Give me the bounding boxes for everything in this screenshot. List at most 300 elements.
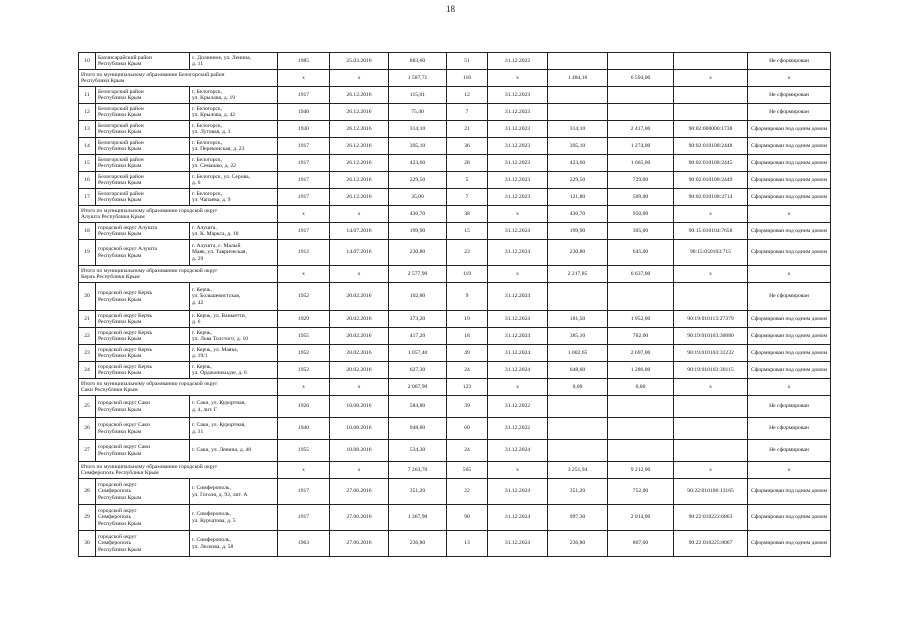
year-cell: 1955	[278, 440, 330, 462]
recognition-date-cell: 26.12.2016	[330, 87, 389, 104]
residents-cell: 7	[447, 104, 488, 121]
cadastral-number-cell: x	[674, 462, 748, 479]
resettlement-term-cell: 31.12.2022	[488, 396, 548, 418]
address-cell: г. Алушта, ул. К. Маркса, д. 18	[190, 223, 278, 240]
year-cell: 1917	[278, 223, 330, 240]
resettlement-term-cell: 31.12.2022	[488, 418, 548, 440]
residents-cell: 15	[447, 223, 488, 240]
area-cell: 584,80	[389, 396, 447, 418]
subtotal-row	[79, 462, 831, 479]
subtotal-row	[79, 206, 831, 223]
row-number: 13	[79, 121, 96, 138]
year-cell: 1985	[278, 53, 330, 70]
cadastral-number-cell: 90:19:010103:30115	[674, 362, 748, 379]
resettlement-term-cell: 31.12.2023	[488, 172, 548, 189]
cost-cell: 752,00	[608, 479, 674, 505]
year-cell: 1917	[278, 189, 330, 206]
cost-cell: 729,00	[608, 172, 674, 189]
land-area-cell	[548, 396, 608, 418]
land-area-cell: 1 002,65	[548, 345, 608, 362]
resettlement-term-cell: x	[488, 379, 548, 396]
row-number: 17	[79, 189, 96, 206]
land-status-cell: x	[748, 70, 831, 87]
area-cell: 1 057,40	[389, 345, 447, 362]
row-number: 16	[79, 172, 96, 189]
municipality-cell: Белогорский район Республики Крым	[96, 172, 190, 189]
row-number: 28	[79, 479, 96, 505]
table-row	[79, 53, 831, 70]
municipality-cell: Белогорский район Республики Крым	[96, 121, 190, 138]
recognition-date-cell: x	[330, 462, 389, 479]
year-cell: 1917	[278, 138, 330, 155]
residents-cell: 123	[447, 379, 488, 396]
recognition-date-cell: 27.06.2016	[330, 505, 389, 531]
land-area-cell: 423,60	[548, 155, 608, 172]
cadastral-number-cell: 90:19:010113:27379	[674, 311, 748, 328]
municipality-cell: городской округ Саки Республики Крым	[96, 440, 190, 462]
row-number: 25	[79, 396, 96, 418]
area-cell: 883,60	[389, 53, 447, 70]
municipality-cell: городской округ Алушта Республики Крым	[96, 223, 190, 240]
land-area-cell	[548, 418, 608, 440]
address-cell: г. Керчь, ул. Ваныетти, д. 6	[190, 311, 278, 328]
table-row	[79, 172, 831, 189]
land-status-cell: Не сформирован	[748, 53, 831, 70]
resettlement-term-cell: 31.12.2024	[488, 240, 548, 266]
resettlement-term-cell: 31.12.2024	[488, 479, 548, 505]
area-cell: 1 367,90	[389, 505, 447, 531]
year-cell: x	[278, 206, 330, 223]
row-number: 11	[79, 87, 96, 104]
cadastral-number-cell: 90:02:000000:1738	[674, 121, 748, 138]
year-cell: 1917	[278, 505, 330, 531]
cost-cell: 6 637,00	[608, 266, 674, 283]
area-cell: 230,80	[389, 240, 447, 266]
municipality-cell: городской округ Саки Республики Крым	[96, 396, 190, 418]
residents-cell: 28	[447, 155, 488, 172]
land-area-cell: 314,10	[548, 121, 608, 138]
land-status-cell: Не сформирован	[748, 283, 831, 311]
year-cell: 1955	[278, 328, 330, 345]
recognition-date-cell: 26.12.2016	[330, 155, 389, 172]
recognition-date-cell: 20.02.2016	[330, 311, 389, 328]
table-row	[79, 418, 831, 440]
residents-cell: 24	[447, 362, 488, 379]
residents-cell: 23	[447, 240, 488, 266]
cost-cell	[608, 418, 674, 440]
recognition-date-cell: 14.07.2016	[330, 240, 389, 266]
address-cell: г. Керчь, ул. Орджоникидзе, д. 6	[190, 362, 278, 379]
land-area-cell	[548, 53, 608, 70]
resettlement-term-cell: 31.12.2024	[488, 362, 548, 379]
row-number: 23	[79, 345, 96, 362]
area-cell: 351,20	[389, 479, 447, 505]
land-status-cell: x	[748, 206, 831, 223]
address-cell: г. Саки, ул. Ленина, д. 48	[190, 440, 278, 462]
land-status-cell: Сформирован под одним домом	[748, 362, 831, 379]
area-cell: 2 577,90	[389, 266, 447, 283]
residents-cell: 116	[447, 70, 488, 87]
recognition-date-cell: 26.12.2016	[330, 172, 389, 189]
address-cell: с. Долинное, ул. Ленина, д. 11	[190, 53, 278, 70]
area-cell: 229,50	[389, 172, 447, 189]
area-cell: 35,00	[389, 189, 447, 206]
year-cell: x	[278, 379, 330, 396]
cadastral-number-cell	[674, 440, 748, 462]
resettlement-term-cell: 31.12.2023	[488, 104, 548, 121]
area-cell: 948,80	[389, 418, 447, 440]
table-row	[79, 104, 831, 121]
cadastral-number-cell: x	[674, 379, 748, 396]
resettlement-term-cell: x	[488, 70, 548, 87]
subtotal-label: Итого по муниципальному образованию городской округ Саки Республики Крым	[79, 379, 278, 396]
year-cell: x	[278, 266, 330, 283]
recognition-date-cell: x	[330, 70, 389, 87]
cadastral-number-cell: 90:22:010106:13165	[674, 479, 748, 505]
land-area-cell: 230,80	[548, 240, 608, 266]
table-row	[79, 440, 831, 462]
residents-cell: 565	[447, 462, 488, 479]
address-cell: г. Симферополь, ул. Курчатова, д. 5	[190, 505, 278, 531]
cost-cell: 2 417,00	[608, 121, 674, 138]
year-cell: 1952	[278, 283, 330, 311]
residents-cell: 90	[447, 505, 488, 531]
residents-cell: 49	[447, 345, 488, 362]
area-cell: 115,01	[389, 87, 447, 104]
land-area-cell: 997,30	[548, 505, 608, 531]
cost-cell: 2 697,00	[608, 345, 674, 362]
resettlement-term-cell: x	[488, 266, 548, 283]
year-cell: 1929	[278, 311, 330, 328]
subtotal-label: Итого по муниципальному образованию городской округ Симферополь Республики Крым	[79, 462, 278, 479]
resettlement-term-cell: 31.12.2023	[488, 189, 548, 206]
municipality-cell: городской округ Алушта Республики Крым	[96, 240, 190, 266]
year-cell: 1963	[278, 531, 330, 557]
table-row	[79, 396, 831, 418]
table-row	[79, 311, 831, 328]
cost-cell: 1 286,00	[608, 362, 674, 379]
municipality-cell: городской округ Керчь Республики Крым	[96, 311, 190, 328]
cadastral-number-cell: 90:19:010103:31232	[674, 345, 748, 362]
residents-cell: 36	[447, 138, 488, 155]
municipality-cell: Белогорский район Республики Крым	[96, 138, 190, 155]
resettlement-term-cell: 31.12.2023	[488, 138, 548, 155]
land-status-cell: Сформирован под одним домом	[748, 172, 831, 189]
resettlement-term-cell: 31.12.2024	[488, 283, 548, 311]
land-area-cell	[548, 104, 608, 121]
cadastral-number-cell	[674, 283, 748, 311]
recognition-date-cell: 27.06.2016	[330, 479, 389, 505]
row-number: 14	[79, 138, 96, 155]
land-status-cell: Сформирован под одним домом	[748, 138, 831, 155]
municipality-cell: городской округ Симферополь Республики Крым	[96, 479, 190, 505]
recognition-date-cell: x	[330, 206, 389, 223]
row-number: 20	[79, 283, 96, 311]
subtotal-row	[79, 266, 831, 283]
table-row	[79, 362, 831, 379]
table-row	[79, 479, 831, 505]
land-area-cell	[548, 440, 608, 462]
resettlement-term-cell: 31.12.2024	[488, 223, 548, 240]
resettlement-term-cell: 31.12.2024	[488, 505, 548, 531]
municipality-cell: городской округ Керчь Республики Крым	[96, 345, 190, 362]
land-area-cell	[548, 87, 608, 104]
cadastral-number-cell: x	[674, 206, 748, 223]
cost-cell: 702,00	[608, 328, 674, 345]
recognition-date-cell: 20.02.2016	[330, 345, 389, 362]
cost-cell: 1 274,00	[608, 138, 674, 155]
area-cell: 236,80	[389, 531, 447, 557]
year-cell: 1940	[278, 418, 330, 440]
area-cell: 1 587,71	[389, 70, 447, 87]
table-row	[79, 155, 831, 172]
table-row	[79, 87, 831, 104]
municipality-cell: городской округ Симферополь Республики Крым	[96, 531, 190, 557]
address-cell: г. Белогорск, ул. Крылова, д. 19	[190, 87, 278, 104]
address-cell: г. Саки, ул. Курортная, д. 31	[190, 418, 278, 440]
residents-cell: 38	[447, 206, 488, 223]
address-cell: г. Керчь, ул. Маяка, д. 19/1	[190, 345, 278, 362]
cadastral-number-cell: 90:02:010108:2448	[674, 138, 748, 155]
recognition-date-cell: 25.03.2016	[330, 53, 389, 70]
municipality-cell: Белогорский район Республики Крым	[96, 104, 190, 121]
cost-cell	[608, 87, 674, 104]
area-cell: 75,40	[389, 104, 447, 121]
year-cell: 1912	[278, 240, 330, 266]
land-status-cell: Сформирован под одним домом	[748, 479, 831, 505]
address-cell: г. Белогорск, ул. Семашко, д. 22	[190, 155, 278, 172]
cost-cell	[608, 104, 674, 121]
land-area-cell: 121,80	[548, 189, 608, 206]
residents-cell: 22	[447, 479, 488, 505]
table-row	[79, 138, 831, 155]
land-status-cell: Не сформирован	[748, 104, 831, 121]
land-status-cell: Сформирован под одним домом	[748, 345, 831, 362]
cost-cell: 645,00	[608, 240, 674, 266]
land-area-cell: 229,50	[548, 172, 608, 189]
recognition-date-cell: 20.02.2016	[330, 328, 389, 345]
cadastral-number-cell	[674, 396, 748, 418]
area-cell: 2 067,90	[389, 379, 447, 396]
resettlement-term-cell: 31.12.2022	[488, 53, 548, 70]
area-cell: 102,80	[389, 283, 447, 311]
land-status-cell: Сформирован под одним домом	[748, 531, 831, 557]
land-area-cell: 0,00	[548, 379, 608, 396]
year-cell: 1917	[278, 172, 330, 189]
municipality-cell: городской округ Симферополь Республики Крым	[96, 505, 190, 531]
municipality-cell: Белогорский район Республики Крым	[96, 155, 190, 172]
residents-cell: 119	[447, 266, 488, 283]
cadastral-number-cell: 90:02:010108:2445	[674, 155, 748, 172]
cost-cell: 9 212,00	[608, 462, 674, 479]
land-area-cell: 2 217,85	[548, 266, 608, 283]
land-area-cell: 395,10	[548, 138, 608, 155]
row-number: 19	[79, 240, 96, 266]
recognition-date-cell: 14.07.2016	[330, 223, 389, 240]
row-number: 21	[79, 311, 96, 328]
cost-cell	[608, 53, 674, 70]
recognition-date-cell: 10.08.2016	[330, 396, 389, 418]
address-cell: г. Белогорск, ул. Крылова, д. 42	[190, 104, 278, 121]
recognition-date-cell: 26.12.2016	[330, 104, 389, 121]
recognition-date-cell: 20.02.2016	[330, 362, 389, 379]
address-cell: г. Белогорск, ул. Серова, д. 6	[190, 172, 278, 189]
land-status-cell: Сформирован под одним домом	[748, 223, 831, 240]
recognition-date-cell: 26.12.2016	[330, 121, 389, 138]
recognition-date-cell: 26.12.2016	[330, 138, 389, 155]
year-cell: 1930	[278, 121, 330, 138]
address-cell: г. Керчь, ул. Льва Толстого, д. 10	[190, 328, 278, 345]
land-status-cell: Сформирован под одним домом	[748, 328, 831, 345]
cadastral-number-cell: x	[674, 266, 748, 283]
resettlement-term-cell: 31.12.2024	[488, 328, 548, 345]
land-area-cell	[548, 283, 608, 311]
municipality-cell: городской округ Керчь Республики Крым	[96, 362, 190, 379]
resettlement-term-cell: 31.12.2023	[488, 87, 548, 104]
land-status-cell: Сформирован под одним домом	[748, 311, 831, 328]
residents-cell: 39	[447, 396, 488, 418]
resettlement-term-cell: x	[488, 462, 548, 479]
cost-cell	[608, 396, 674, 418]
table-row	[79, 223, 831, 240]
cadastral-number-cell	[674, 53, 748, 70]
resettlement-term-cell: 31.12.2023	[488, 121, 548, 138]
land-status-cell: Сформирован под одним домом	[748, 189, 831, 206]
recognition-date-cell: x	[330, 379, 389, 396]
year-cell: 1952	[278, 345, 330, 362]
land-status-cell: Сформирован под одним домом	[748, 240, 831, 266]
residents-cell: 19	[447, 311, 488, 328]
table-row	[79, 240, 831, 266]
municipality-cell: городской округ Керчь Республики Крым	[96, 328, 190, 345]
address-cell: г. Саки, ул. Курортная, д. 4, лит. Г	[190, 396, 278, 418]
subtotal-label: Итого по муниципальному образованию городской округ Керчь Республики Крым	[79, 266, 278, 283]
table-row	[79, 189, 831, 206]
residents-cell: 13	[447, 531, 488, 557]
row-number: 26	[79, 418, 96, 440]
land-area-cell: 236,80	[548, 531, 608, 557]
year-cell: 1952	[278, 362, 330, 379]
cost-cell: 0,00	[608, 379, 674, 396]
cadastral-number-cell: 90:15:010104:7658	[674, 223, 748, 240]
row-number: 27	[79, 440, 96, 462]
area-cell: 199,90	[389, 223, 447, 240]
row-number: 12	[79, 104, 96, 121]
land-status-cell: Сформирован под одним домом	[748, 505, 831, 531]
land-status-cell: Сформирован под одним домом	[748, 155, 831, 172]
recognition-date-cell: 20.02.2016	[330, 283, 389, 311]
resettlement-term-cell: 31.12.2023	[488, 155, 548, 172]
residents-cell: 24	[447, 440, 488, 462]
resettlement-term-cell: 31.12.2024	[488, 311, 548, 328]
resettlement-term-cell: 31.12.2024	[488, 440, 548, 462]
year-cell: 1917	[278, 87, 330, 104]
table-row	[79, 328, 831, 345]
resettlement-term-cell: 31.12.2024	[488, 345, 548, 362]
land-area-cell: 1 484,10	[548, 70, 608, 87]
area-cell: 417,20	[389, 328, 447, 345]
residents-cell: 60	[447, 418, 488, 440]
land-status-cell: Сформирован под одним домом	[748, 121, 831, 138]
area-cell: 7 263,70	[389, 462, 447, 479]
cadastral-number-cell	[674, 104, 748, 121]
row-number: 18	[79, 223, 96, 240]
municipality-cell: городской округ Саки Республики Крым	[96, 418, 190, 440]
table-row	[79, 505, 831, 531]
cost-cell: 2 014,00	[608, 505, 674, 531]
address-cell: г. Алушта, с. Малый Маяк, ул. Таврическая, д. 29	[190, 240, 278, 266]
cost-cell: 1 665,00	[608, 155, 674, 172]
land-status-cell: x	[748, 379, 831, 396]
cost-cell: 950,00	[608, 206, 674, 223]
table-row	[79, 345, 831, 362]
residents-cell: 51	[447, 53, 488, 70]
row-number: 22	[79, 328, 96, 345]
row-number: 29	[79, 505, 96, 531]
residents-cell: 7	[447, 189, 488, 206]
recognition-date-cell: x	[330, 266, 389, 283]
cost-cell: 509,00	[608, 189, 674, 206]
residents-cell: 9	[447, 283, 488, 311]
resettlement-term-cell: x	[488, 206, 548, 223]
subtotal-label: Итого по муниципальному образованию Белогорский район Республики Крым	[79, 70, 278, 87]
municipality-cell: Бахчисарайский район Республики Крым	[96, 53, 190, 70]
address-cell: г. Керчь, ул. Большевистская, д. 42	[190, 283, 278, 311]
cadastral-number-cell	[674, 87, 748, 104]
address-cell: г. Симферополь, ул. Гоголя, д. 93, лит. А	[190, 479, 278, 505]
recognition-date-cell: 27.06.2016	[330, 531, 389, 557]
cadastral-number-cell: 90:19:010103:30680	[674, 328, 748, 345]
year-cell: 1940	[278, 104, 330, 121]
residents-cell: 12	[447, 87, 488, 104]
address-cell: г. Белогорск, ул. Чапаева, д. 9	[190, 189, 278, 206]
address-cell: г. Белогорск, ул. Луговая, д. 3	[190, 121, 278, 138]
row-number: 15	[79, 155, 96, 172]
row-number: 24	[79, 362, 96, 379]
cadastral-number-cell: 90:15:050103:715	[674, 240, 748, 266]
land-status-cell: Не сформирован	[748, 87, 831, 104]
land-area-cell: 648,60	[548, 362, 608, 379]
area-cell: 534,30	[389, 440, 447, 462]
area-cell: 627,30	[389, 362, 447, 379]
recognition-date-cell: 10.08.2016	[330, 418, 389, 440]
year-cell: 1926	[278, 396, 330, 418]
land-area-cell: 199,90	[548, 223, 608, 240]
year-cell: 1917	[278, 155, 330, 172]
row-number: 30	[79, 531, 96, 557]
housing-register-table	[78, 52, 831, 557]
cost-cell: 6 594,00	[608, 70, 674, 87]
cadastral-number-cell: 90:22:010222:6863	[674, 505, 748, 531]
land-area-cell: 385,10	[548, 328, 608, 345]
table-row	[79, 121, 831, 138]
land-area-cell: 430,70	[548, 206, 608, 223]
cadastral-number-cell: 90:22:010225:8067	[674, 531, 748, 557]
resettlement-term-cell: 31.12.2024	[488, 531, 548, 557]
land-status-cell: Не сформирован	[748, 418, 831, 440]
land-status-cell: x	[748, 462, 831, 479]
area-cell: 395,10	[389, 138, 447, 155]
land-status-cell: Не сформирован	[748, 396, 831, 418]
area-cell: 423,60	[389, 155, 447, 172]
cost-cell: 1 952,00	[608, 311, 674, 328]
subtotal-row	[79, 379, 831, 396]
table-row	[79, 283, 831, 311]
cost-cell	[608, 283, 674, 311]
municipality-cell: Белогорский район Республики Крым	[96, 87, 190, 104]
municipality-cell: городской округ Керчь Республики Крым	[96, 283, 190, 311]
row-number: 10	[79, 53, 96, 70]
